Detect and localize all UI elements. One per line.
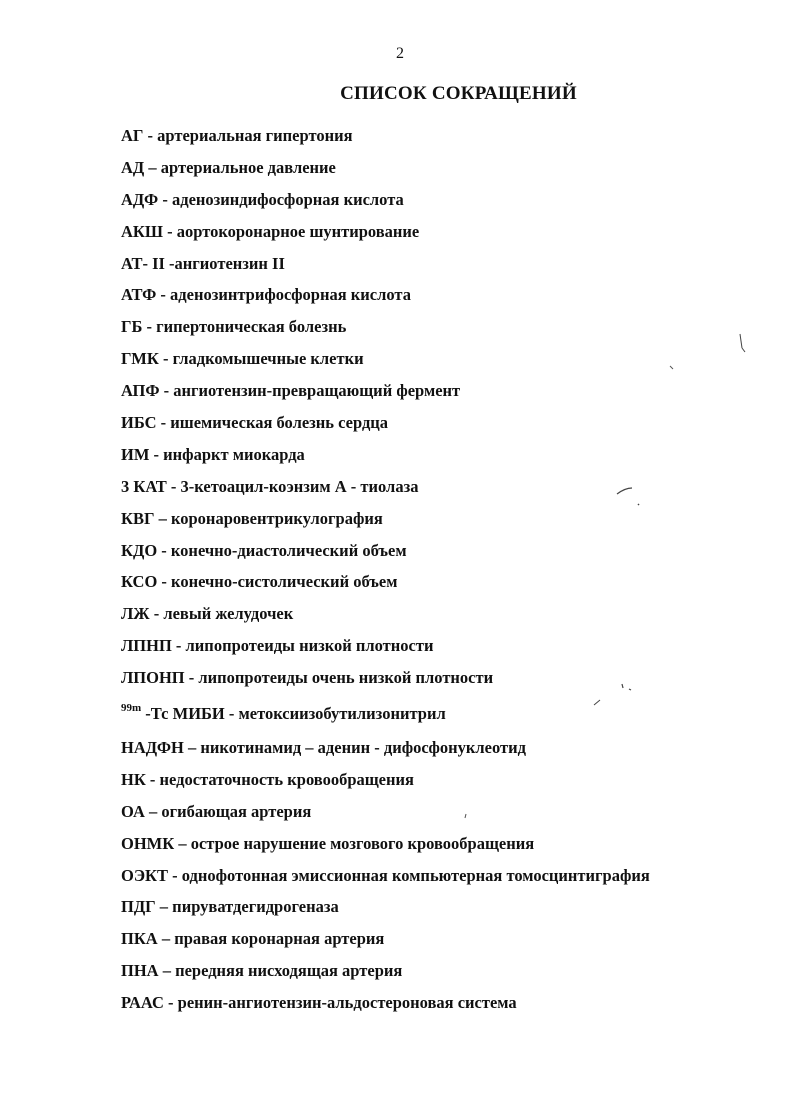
list-item: КДО - конечно-диастолический объем xyxy=(121,540,407,560)
list-item: АПФ - ангиотензин-превращающий фермент xyxy=(121,381,461,401)
list-item: АТФ - аденозинтрифосфорная кислота xyxy=(121,285,411,305)
list-item: ИБС - ишемическая болезнь сердца xyxy=(121,413,389,433)
list-item: ОЭКТ - однофотонная эмиссионная компьютерная томосцинтиграфия xyxy=(121,865,650,885)
list-item: ЛПНП - липопротеиды низкой плотности xyxy=(121,636,434,656)
list-item: ИМ - инфаркт миокарда xyxy=(121,444,305,464)
list-item: КВГ – коронаровентрикулография xyxy=(121,508,383,528)
list-item: ГБ - гипертоническая болезнь xyxy=(121,317,347,337)
list-item: АГ - артериальная гипертония xyxy=(121,126,353,145)
list-item: ОНМК – острое нарушение мозгового кровообращения xyxy=(121,833,535,853)
isotope-list-item xyxy=(121,698,781,736)
list-item: ОА – огибающая артерия xyxy=(121,801,312,821)
page-title: СПИСОК СОКРАЩЕНИЙ xyxy=(340,83,577,104)
list-item: ПДГ – пируватдегидрогеназа xyxy=(121,897,339,917)
list-item: РААС - ренин-ангиотензин-альдостероновая система xyxy=(121,993,517,1013)
list-item: ПКА – правая коронарная артерия xyxy=(121,929,385,949)
list-item: 3 КАТ - 3-кетоацил-коэнзим А - тиолаза xyxy=(121,476,419,496)
list-item: НК - недостаточность кровообращения xyxy=(121,769,414,789)
list-item: АД – артериальное давление xyxy=(121,157,336,177)
list-item: ПНА – передняя нисходящая артерия xyxy=(121,961,403,981)
list-item: ЛЖ - левый желудочек xyxy=(121,604,294,624)
list-item: КСО - конечно-систолический объем xyxy=(121,572,398,592)
list-item: АТ- II -ангиотензин II xyxy=(121,253,285,273)
list-item: НАДФН – никотинамид – аденин - дифосфонуклеотид xyxy=(121,738,526,758)
isotope-superscript: 99m xyxy=(121,702,142,715)
list-item: ГМК - гладкомышечные клетки xyxy=(121,349,364,369)
page-number: 2 xyxy=(396,45,404,62)
list-item: АДФ - аденозиндифосфорная кислота xyxy=(121,189,404,209)
abbreviation-list xyxy=(121,124,781,1023)
list-item: ЛПОНП - липопротеиды очень низкой плотности xyxy=(121,668,494,688)
isotope-text: -Тс МИБИ - метоксиизобутилизонитрил xyxy=(141,704,446,724)
list-item: АКШ - аортокоронарное шунтирование xyxy=(121,221,420,241)
